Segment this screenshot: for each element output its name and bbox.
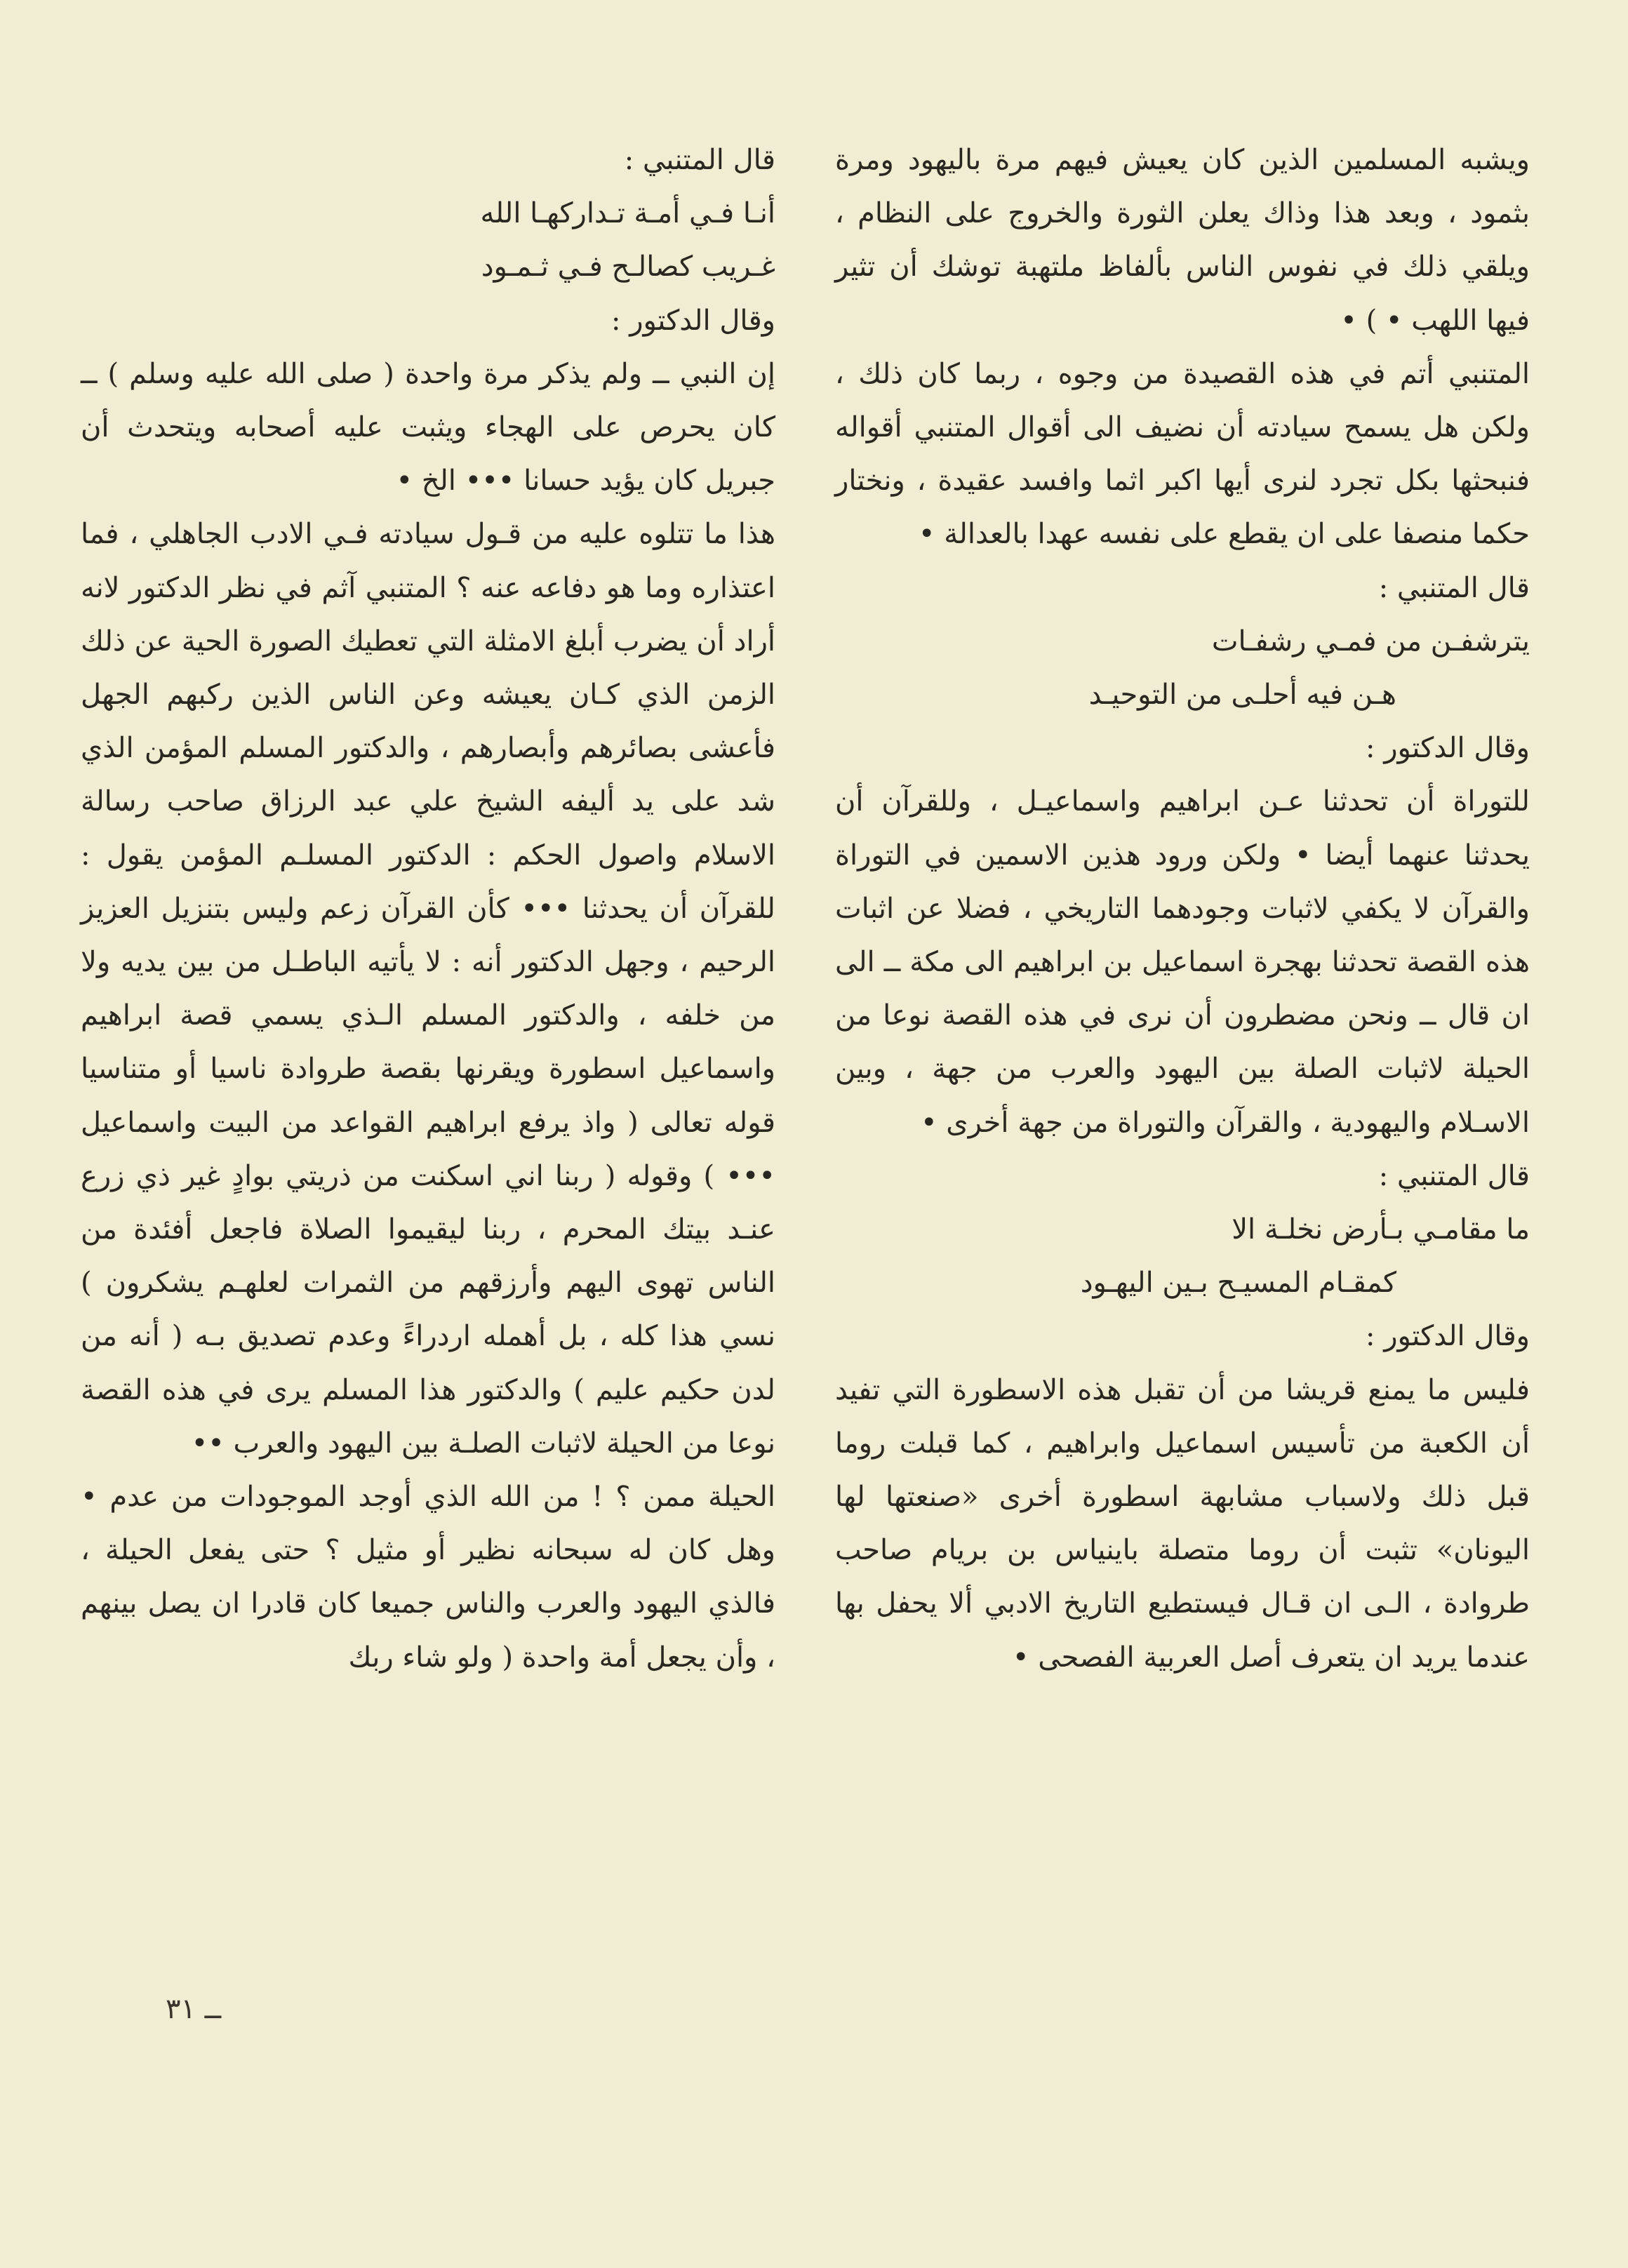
paragraph: فليس ما يمنع قريشا من أن تقبل هذه الاسطورة التي تفيد أن الكعبة من تأسيس اسماعيل وابراهيم ، كما قبلت روما قبل ذلك ولاسباب مشابهة اسطورة أخرى «صنعتها لها اليونان» تثبت أن روما متصلة باينياس بن بريام صاحب طروادة ، الـى ان قـال فيستطيع التاريخ الادبي ألا يحفل بها عندما يريد ان يتعرف أصل العربية الفصحى • [835,1373,1530,1674]
verse-line: ما مقامـي بـأرض نخلـة الا [1232,1213,1530,1246]
speaker-heading: قال المتنبي : [624,144,775,176]
speaker-heading: وقال الدكتور : [1366,1320,1530,1353]
page-number: ــ ٣١ [166,1993,222,2025]
verse-line: أنـا فـي أمـة تـداركهـا الله [480,197,775,230]
speaker-heading: قال المتنبي : [1378,1159,1530,1192]
right-column [835,133,1530,1684]
paragraph: إن النبي ــ ولم يذكر مرة واحدة ( صلى الله عليه وسلم ) ــ كان يحرص على الهجاء ويثبت عليه أصحابه ويتحدث أن جبريل كان يؤيد حسانا ••• الخ • [81,357,775,498]
paragraph: المتنبي أتم في هذه القصيدة من وجوه ، ربما كان ذلك ، ولكن هل يسمح سيادته أن نضيف الى أقوال المتنبي أقواله فنبحثها بكل تجرد لنرى أيها اكبر اثما وافسد عقيدة ، ونختار حكما منصفا على ان يقطع على نفسه عهدا بالعدالة • [835,357,1530,551]
verse-line: هـن فيه أحلـى من التوحيـد [1088,679,1396,712]
paragraph: للتوراة أن تحدثنا عـن ابراهيم واسماعيـل ، وللقرآن أن يحدثنا عنهما أيضا • ولكن ورود هذين الاسمين في التوراة والقرآن لا يكفي لاثبات وجودهما التاريخي ، فضلا عن اثبات هذه القصة تحدثنا بهجرة اسماعيل بن ابراهيم الى مكة ــ الى ان قال ــ ونحن مضطرون أن نرى في هذه القصة نوعا من الحيلة لاثبات الصلة بين اليهود والعرب من جهة ، وبين الاسـلام واليهودية ، والقرآن والتوراة من جهة أخرى • [835,785,1530,1139]
verse-line: يترشفـن من فمـي رشفـات [1211,625,1530,658]
speaker-heading: قال المتنبي : [1378,571,1530,604]
verse-line: كمقـام المسيـح بـين اليهـود [1080,1267,1396,1300]
paragraph: هذا ما تتلوه عليه من قـول سيادته فـي الادب الجاهلي ، فما اعتذاره وما هو دفاعه عنه ؟ المتنبي آثم في نظر الدكتور لانه أراد أن يضرب أبلغ الامثلة التي تعطيك الصورة الحية عن ذلك الزمن الذي كـان يعيشه وعن الناس الذين ركبهم الجهل فأعشى بصائرهم وأبصارهم ، والدكتور المسلم المؤمن الذي شد على يد أليفه الشيخ علي عبد الرزاق صاحب رسالة الاسلام واصول الحكم : الدكتور المسلـم المؤمن يقول : للقرآن أن يحدثنا ••• كأن القرآن زعم وليس بتنزيل العزيز الرحيم ، وجهل الدكتور أنه : لا يأتيه الباطـل من بين يديه ولا من خلفه ، والدكتور المسلم الـذي يسمي قصة ابراهيم واسماعيل اسطورة ويقرنها بقصة طروادة ناسيا أو متناسيا قوله تعالى ( واذ يرفع ابراهيم القواعد من البيت واسماعيل ••• ) وقوله ( ربنا اني اسكنت من ذريتي بوادٍ غير ذي زرع عنـد بيتك المحرم ، ربنا ليقيموا الصلاة فاجعل أفئدة من الناس تهوى اليهم وأرزقهم من الثمرات لعلهـم يشكرون ) نسي هذا كله ، بل أهمله اردراءً وعدم تصديق بـه ( أنه من لدن حكيم عليم ) والدكتور هذا المسلم يرى في هذه القصة نوعا من الحيلة لاثبات الصلـة بين اليهود والعرب •• [81,518,775,1460]
paragraph: ويشبه المسلمين الذين كان يعيش فيهم مرة باليهود ومرة بثمود ، وبعد هذا وذاك يعلن الثورة والخروج على النظام ، ويلقي ذلك في نفوس الناس بألفاظ ملتهبة توشك أن تثير فيها اللهب • ) • [835,144,1530,337]
paragraph: الحيلة ممن ؟ ! من الله الذي أوجد الموجودات من عدم • وهل كان له سبحانه نظير أو مثيل ؟ حتى يفعل الحيلة ، فالذي اليهود والعرب والناس جميعا كان قادرا ان يصل بينهم ، وأن يجعل أمة واحدة ( ولو شاء ربك [81,1481,775,1674]
speaker-heading: وقال الدكتور : [611,304,775,337]
speaker-heading: وقال الدكتور : [1366,732,1530,765]
verse-line: غـريب كصالـح فـي ثـمـود [481,251,775,284]
left-column [81,133,775,1684]
